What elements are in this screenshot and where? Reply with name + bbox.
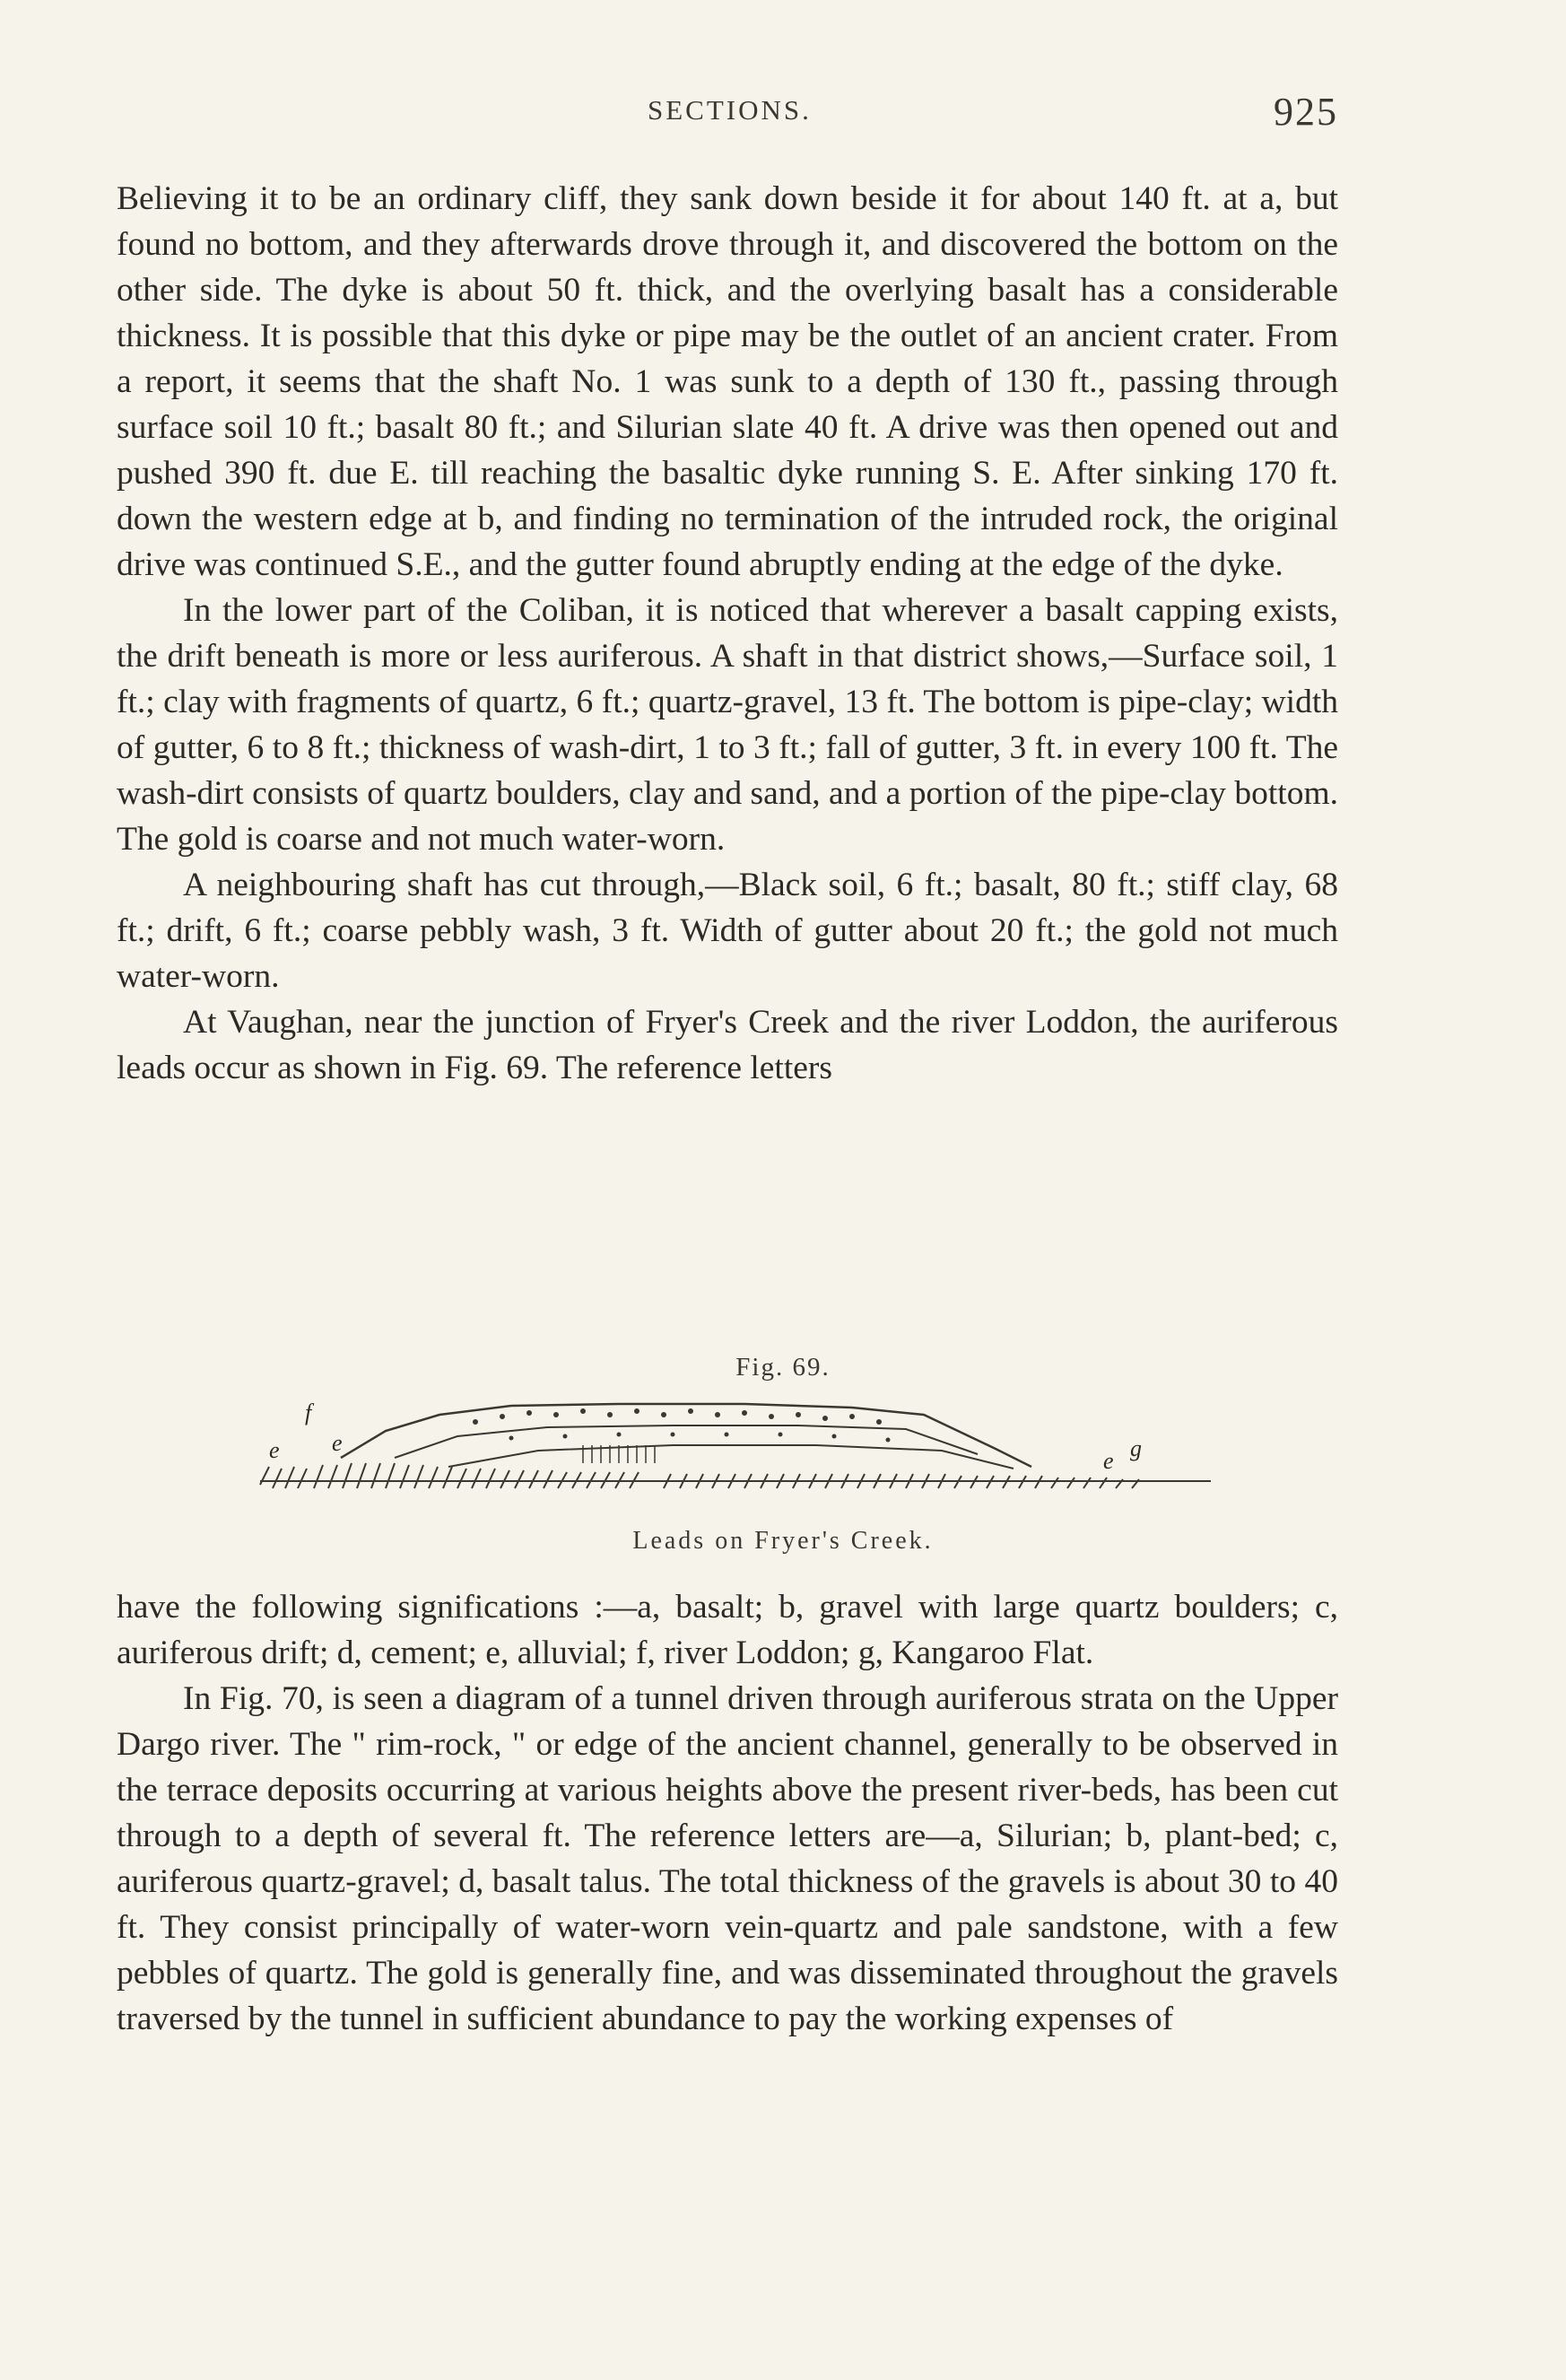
- running-title: SECTIONS.: [648, 94, 812, 126]
- page-number: 925: [1274, 90, 1338, 134]
- figure-label: Fig. 69.: [735, 1353, 831, 1382]
- basalt-layer: [341, 1404, 1031, 1467]
- paragraph-vaughan: At Vaughan, near the junction of Fryer's Creek and the river Loddon, the auriferous leads occur as shown in Fig. 69. The reference letters: [117, 1004, 1338, 1086]
- paragraph-dargo-tunnel: In Fig. 70, is seen a diagram of a tunnel driven through auriferous strata on the Upper Dargo river. The " rim-rock, " or edge of the ancient channel, generally to be observed in the terrace deposits occurring at various heights above the present river-beds, has been cut through to a depth of several ft. The reference letters are—a, Silurian; b, plant-bed; c, auriferous quartz-gravel; d, basalt talus. The total thickness of the gravels is about 30 to 40 ft. They consist principally of water-worn vein-quartz and pale sandstone, with a few pebbles of quartz. The gold is generally fine, and was disseminated throughout the gravels traversed by the tunnel in sufficient abundance to pay the working expenses of: [117, 1680, 1338, 2037]
- figure-caption: Leads on Fryer's Creek.: [632, 1527, 934, 1555]
- body-text-top: [117, 176, 1338, 1091]
- paragraph-continuation: Believing it to be an ordinary cliff, they sank down beside it for about 140 ft. at a, but found no bottom, and they afterwards drove through it, and discovered the bottom on the other side. The dyke is about 50 ft. thick, and the overlying basalt has a considerable thickness. It is possible that this dyke or pipe may be the outlet of an ancient crater. From a report, it seems that the shaft No. 1 was sunk to a depth of 130 ft., passing through surface soil 10 ft.; basalt 80 ft.; and Silurian slate 40 ft. A drive was then opened out and pushed 390 ft. due E. till reaching the basaltic dyke running S. E. After sinking 170 ft. down the western edge at b, and finding no termination of the intruded rock, the original drive was continued S.E., and the gutter found abruptly ending at the edge of the dyke.: [117, 180, 1338, 583]
- gravel-layer: [395, 1425, 978, 1458]
- fig-letter-g: g: [1130, 1435, 1142, 1461]
- paragraph-significations: have the following significations :—a, basalt; b, gravel with large quartz boulders; c, auriferous drift; d, cement; e, alluvial; f, river Loddon; g, Kangaroo Flat.: [117, 1589, 1338, 1671]
- paragraph-neighbouring-shaft: A neighbouring shaft has cut through,—Black soil, 6 ft.; basalt, 80 ft.; stiff clay, 68 ft.; drift, 6 ft.; coarse pebbly wash, 3 ft. Width of gutter about 20 ft.; the gold not much water-worn.: [117, 867, 1338, 995]
- running-head: [0, 90, 1566, 139]
- fig-letter-e-right: e: [1103, 1448, 1114, 1474]
- body-text-bottom: [117, 1584, 1338, 2042]
- drift-layer: [448, 1445, 1014, 1469]
- paragraph-coliban: In the lower part of the Coliban, it is noticed that wherever a basalt capping exists, the drift beneath is more or less auriferous. A shaft in that district shows,—Surface soil, 1 ft.; clay with fragments of quartz, 6 ft.; quartz-gravel, 13 ft. The bottom is pipe-clay; width of gutter, 6 to 8 ft.; thickness of wash-dirt, 1 to 3 ft.; fall of gutter, 3 ft. in every 100 ft. The wash-dirt consists of quartz boulders, clay and sand, and a portion of the pipe-clay bottom. The gold is coarse and not much water-worn.: [117, 592, 1338, 858]
- fig-letter-e-left2: e: [332, 1430, 343, 1456]
- fig-letter-f: f: [305, 1399, 312, 1425]
- fig-letter-e-left: e: [269, 1437, 280, 1463]
- figure-69-section-diagram: [242, 1395, 1220, 1503]
